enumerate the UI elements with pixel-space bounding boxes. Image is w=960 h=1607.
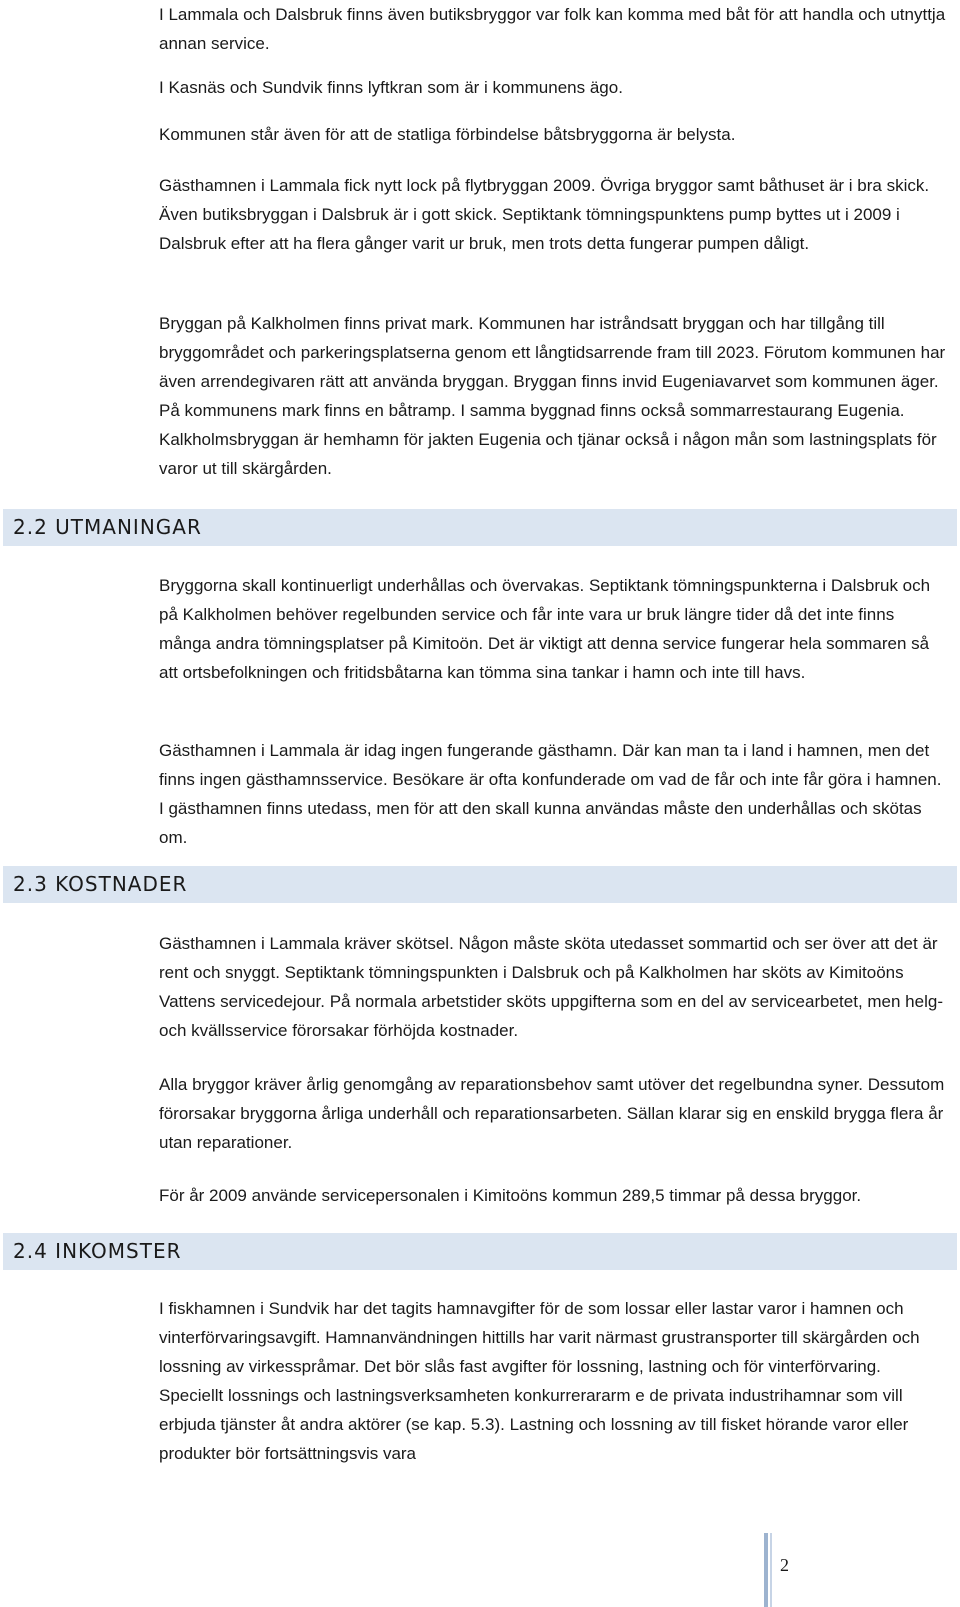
paragraph-belysta xyxy=(159,120,949,149)
paragraph-gasthamnen-idag xyxy=(159,736,949,852)
page-number: 2 xyxy=(780,1555,789,1575)
paragraph-text: Bryggan på Kalkholmen finns privat mark. Kommunen har istråndsatt bryggan och har tillgång till bryggområdet och parkeringsplatserna genom ett långtidsarrende fram till 2023. Förutom kommunen har även arrendegivaren rätt att använda bryggan. Bryggan finns invid Eugeniavarvet som kommunen äger. På kommunens mark finns en båtramp. I samma byggnad finns också sommarrestaurang Eugenia. Kalkholmsbryggan är hemhamn för jakten Eugenia och tjänar också i någon mån som lastningsplats för varor ut till skärgården. xyxy=(159,314,946,478)
paragraph-text: I Kasnäs och Sundvik finns lyftkran som är i kommunens ägo. xyxy=(159,78,623,97)
section-heading-inkomster: 2.4 INKOMSTER xyxy=(3,1233,957,1270)
page-footer xyxy=(764,1533,844,1607)
paragraph-text: Bryggorna skall kontinuerligt underhållas och övervakas. Septiktank tömningspunkterna i Dalsbruk och på Kalkholmen behöver regelbunden service och får inte vara ur bruk längre tider då det inte finns många andra tömningsplatser på Kimitoön. Det är viktigt att denna service fungerar hela sommaren så att ortsbefolkningen och fritidsbåtarna kan tömma sina tankar i hamn och inte till havs. xyxy=(159,576,931,682)
paragraph-skotsel xyxy=(159,929,949,1045)
paragraph-bryggorna-underhall xyxy=(159,571,949,687)
paragraph-kalkholmen xyxy=(159,309,949,483)
paragraph-lammala-dalsbruk xyxy=(159,0,949,58)
paragraph-text: Gästhamnen i Lammala kräver skötsel. Någon måste sköta utedasset sommartid och ser över att det är rent och snyggt. Septiktank tömningspunkten i Dalsbruk och på Kalkholmen har sköts av Kimitoöns Vattens servicedejour. På normala arbetstider sköts uppgifterna som en del av servicearbetet, men helg- och kvällsservice förorsakar förhöjda kostnader. xyxy=(159,934,943,1040)
paragraph-gasthamnen-lock xyxy=(159,171,949,258)
paragraph-timmar-2009 xyxy=(159,1181,949,1210)
paragraph-kasnas-sundvik xyxy=(159,73,949,102)
paragraph-text: Gästhamnen i Lammala fick nytt lock på flytbryggan 2009. Övriga bryggor samt båthuset är i bra skick. Även butiksbryggan i Dalsbruk är i gott skick. Septiktank tömningspunktens pump byttes ut i 2009 i Dalsbruk efter att ha flera gånger varit ur bruk, men trots detta fungerar pumpen dåligt. xyxy=(159,176,930,253)
paragraph-text: Kommunen står även för att de statliga förbindelse båtsbryggorna är belysta. xyxy=(159,125,736,144)
section-heading-utmaningar: 2.2 UTMANINGAR xyxy=(3,509,957,546)
paragraph-text: Alla bryggor kräver årlig genomgång av reparationsbehov samt utöver det regelbundna syner. Dessutom förorsakar bryggorna årliga underhåll och reparationsarbeten. Sällan klarar sig en enskild brygga flera år utan reparationer. xyxy=(159,1075,945,1152)
section-heading-kostnader: 2.3 KOSTNADER xyxy=(3,866,957,903)
page-number-rule-secondary xyxy=(770,1533,772,1607)
paragraph-fiskhamnen xyxy=(159,1294,949,1468)
paragraph-text: För år 2009 använde servicepersonalen i Kimitoöns kommun 289,5 timmar på dessa bryggor. xyxy=(159,1186,862,1205)
paragraph-text: Gästhamnen i Lammala är idag ingen fungerande gästhamn. Där kan man ta i land i hamnen, men det finns ingen gästhamnsservice. Besökare är ofta konfunderade om vad de får och inte får göra i hamnen. I gästhamnen finns utedass, men för att den skall kunna användas måste den underhållas och skötas om. xyxy=(159,741,942,847)
paragraph-text: I Lammala och Dalsbruk finns även butiksbryggor var folk kan komma med båt för att handla och utnyttja annan service. xyxy=(159,5,946,53)
paragraph-arlig-genomgang xyxy=(159,1070,949,1157)
paragraph-text: I fiskhamnen i Sundvik har det tagits hamnavgifter för de som lossar eller lastar varor i hamnen och vinterförvaringsavgift. Hamnanvändningen hittills har varit närmast grustransporter till skärgården och lossning av virkesspråmar. Det bör slås fast avgifter för lossning, lastning och för vinterförvaring. Speciellt lossnings och lastningsverksamheten konkurrerararm e de privata industrihamnar som vill erbjuda tjänster åt andra aktörer (se kap. 5.3). Lastning och lossning av till fisket hörande varor eller produkter bör fortsättningsvis vara xyxy=(159,1299,920,1463)
page-number-rule xyxy=(764,1533,768,1607)
